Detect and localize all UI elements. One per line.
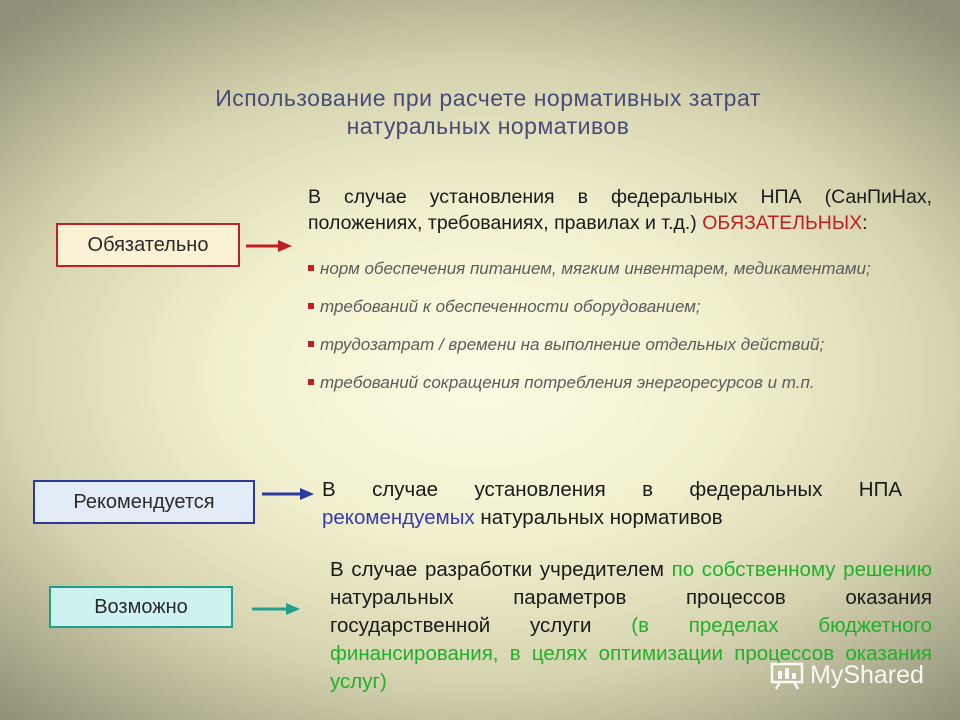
presentation-board-icon	[770, 660, 804, 690]
myshared-watermark	[770, 660, 924, 690]
mandatory-arrow-icon	[246, 239, 292, 253]
recommended-highlight: рекомендуемых	[322, 506, 475, 529]
bullet-item	[308, 256, 932, 281]
possible-arrow-icon	[252, 602, 300, 616]
possible-label-box	[49, 586, 233, 628]
title-line-2: натуральных нормативов	[346, 113, 630, 139]
bullet-square-icon	[308, 341, 314, 347]
possible-highlight-2: (в пределах бюджетного финансирования, в целях оптимизации процессов оказания услуг)	[330, 614, 932, 693]
bullet-text: требований сокращения потребления энергоресурсов и т.п.	[320, 373, 815, 392]
recommended-label-box	[33, 480, 255, 524]
mandatory-intro: В случае установления в федеральных НПА (СанПиНах, положениях, требованиях, правилах и т.д.)	[308, 186, 932, 234]
recommended-label: Рекомендуется	[73, 490, 215, 513]
watermark-text: MyShared	[810, 660, 924, 689]
bullet-item	[308, 332, 932, 357]
bullet-item	[308, 370, 932, 395]
bullet-square-icon	[308, 303, 314, 309]
bullet-text: требований к обеспеченности оборудованием;	[320, 297, 701, 316]
recommended-intro: В случае установления в федеральных НПА	[322, 478, 902, 501]
mandatory-colon: :	[862, 212, 868, 234]
bullet-text: трудозатрат / времени на выполнение отдельных действий;	[320, 335, 825, 354]
mandatory-label: Обязательно	[87, 233, 209, 256]
title-line-1: Использование при расчете нормативных затрат	[215, 85, 761, 111]
recommended-description	[322, 476, 902, 532]
mandatory-label-box	[56, 223, 240, 267]
possible-label: Возможно	[94, 595, 188, 618]
bullet-square-icon	[308, 265, 314, 271]
recommended-arrow-icon	[262, 487, 314, 501]
bullet-square-icon	[308, 379, 314, 385]
possible-part-2: натуральных параметров процессов оказания государственной услуги	[330, 586, 932, 637]
mandatory-bullet-list	[308, 256, 932, 408]
mandatory-description	[308, 184, 932, 236]
recommended-end: натуральных нормативов	[474, 506, 723, 529]
slide-title	[0, 84, 960, 140]
bullet-item	[308, 294, 932, 319]
mandatory-highlight: ОБЯЗАТЕЛЬНЫХ	[702, 212, 863, 234]
bullet-text: норм обеспечения питанием, мягким инвентарем, медикаментами;	[320, 259, 871, 278]
possible-part-1: В случае разработки учредителем	[330, 558, 672, 581]
possible-highlight-1: по собственному решению	[671, 558, 932, 581]
